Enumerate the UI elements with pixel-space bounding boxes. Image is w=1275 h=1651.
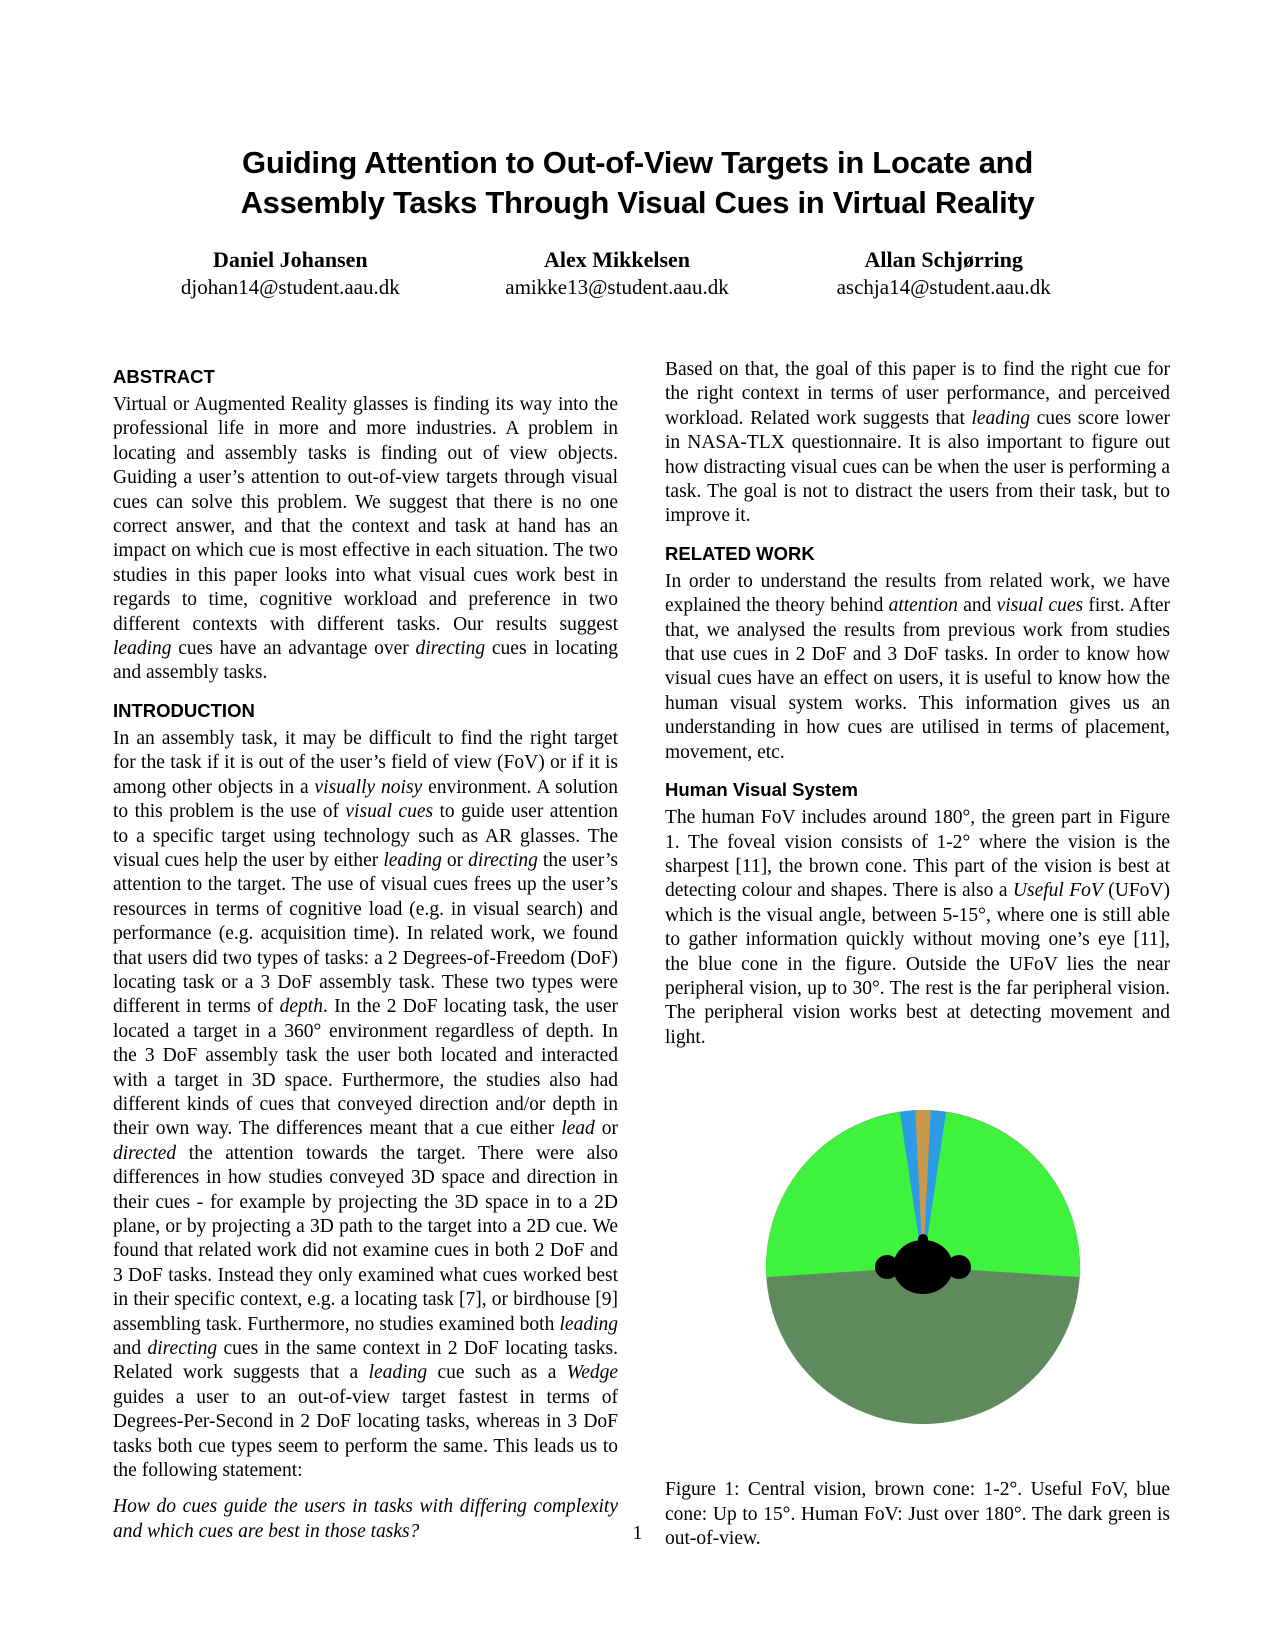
author-1 [127, 247, 454, 301]
title-line-2: Assembly Tasks Through Visual Cues in Virtual Reality [240, 185, 1035, 220]
right-column [665, 358, 1170, 1551]
related-work-paragraph: In order to understand the results from related work, we have explained the theory behind attention and visual cues first. After that, we analysed the results from previous work from studies that use cues in 2 DoF and 3 DoF tasks. In order to know how visual cues have an effect on users, it is useful to know how the human visual system works. This information gives us an understanding in how cues are utilised in terms of placement, movement, etc. [665, 570, 1171, 763]
author-3-name: Allan Schjørring [864, 247, 1023, 272]
author-1-email: djohan14@student.aau.dk [180, 275, 400, 299]
author-block [127, 247, 1107, 301]
paper-title [0, 143, 1275, 223]
human-visual-system-paragraph: The human FoV includes around 180°, the green part in Figure 1. The foveal vision consists of 1-2° where the vision is the sharpest [11], the brown cone. This part of the vision is best at detecting colour and shapes. There is also a Useful FoV (UFoV) which is the visual angle, between 5-15°, where one is still able to gather information quickly without moving one’s eye [11], the blue cone in the figure. Outside the UFoV lies the near peripheral vision, up to 30°. The rest is the far peripheral vision. The peripheral vision works best at detecting movement and light. [665, 807, 1171, 1048]
author-3 [780, 247, 1107, 301]
section-heading-introduction: INTRODUCTION [113, 699, 255, 721]
section-heading-abstract: ABSTRACT [113, 366, 215, 387]
fov-diagram [666, 1104, 1170, 1434]
figure-1-caption: Figure 1: Central vision, brown cone: 1-2°. Useful FoV, blue cone: Up to 15°. Human FoV: Just over 180°. The dark green is out-of-view. [665, 1479, 1170, 1549]
author-1-name: Daniel Johansen [213, 247, 368, 272]
abstract-paragraph: Virtual or Augmented Reality glasses is finding its way into the professional life in more and more industries. A problem in locating and assembly tasks is finding out of view objects. Guiding a user’s attention to out-of-view targets through visual cues can solve this problem. We suggest that there is no one correct answer, and that the context and task at hand has an impact on which cue is most effective in each situation. The two studies in this paper looks into what visual cues work best in regards to time, cognitive workload and preference in two different contexts with different tasks. Our results suggest leading cues have an advantage over directing cues in locating and assembly tasks. [113, 394, 618, 684]
author-3-email: aschja14@student.aau.dk [836, 275, 1051, 299]
head-skull [893, 1240, 953, 1294]
research-question: How do cues guide the users in tasks with differing complexity and which cues are best in those tasks? [113, 1496, 618, 1542]
author-2-email: amikke13@student.aau.dk [505, 275, 729, 299]
title-line-1: Guiding Attention to Out-of-View Targets in Locate and [242, 145, 1033, 180]
author-2-name: Alex Mikkelsen [543, 247, 691, 272]
section-heading-related-work: RELATED WORK [665, 542, 815, 564]
subsection-heading-human-visual-system: Human Visual System [665, 779, 858, 801]
figure-1 [665, 1104, 1170, 1551]
page-number: 1 [632, 1522, 643, 1544]
introduction-paragraph: In an assembly task, it may be difficult to find the right target for the task if it is out of the user’s field of view (FoV) or if it is among other objects in a visually noisy environment. A solution to this problem is the use of visual cues to guide user attention to a specific target using technology such as AR glasses. The visual cues help the user by either leading or directing the user’s attention to the target. The use of visual cues frees up the user’s resources in terms of cognitive load (e.g. in visual search) and performance (e.g. acquisition time). In related work, we found that users did two types of tasks: a 2 Degrees-of-Freedom (DoF) locating task or a 3 DoF assembly task. These two types were different in terms of depth. In the 2 DoF locating task, the user located a target in a 360° environment regardless of depth. In the 3 DoF assembly task the user both located and interacted with a target in 3D space. Furthermore, the studies also had different kinds of cues that conveyed direction and/or depth in their own way. The differences meant that a cue either lead or directed the attention towards the target. There were also differences in how studies conveyed 3D space and direction in their cues - for example by projecting the 3D space in to a 2D plane, or by projecting a 3D path to the target into a 2D cue. We found that related work did not examine cues in both 2 DoF and 3 DoF tasks. Instead they only examined what cues worked best in their specific context, e.g. a locating task [7], or birdhouse [9] assembling task. Furthermore, no studies examined both leading and directing cues in the same context in 2 DoF locating tasks. Related work suggests that a leading cue such as a Wedge guides a user to an out-of-view target fastest in terms of Degrees-Per-Second in 2 DoF locating tasks, whereas in 3 DoF tasks both cue types seem to perform the same. This leads us to the following statement: [113, 727, 618, 1482]
goal-paragraph: Based on that, the goal of this paper is to find the right cue for the right context in terms of user performance, and perceived workload. Related work suggests that leading cues score lower in NASA-TLX questionnaire. It is also important to figure out how distracting visual cues can be when the user is performing a task. The goal is not to distract the users from their task, but to improve it. [665, 359, 1170, 527]
left-column [113, 366, 618, 1544]
author-2 [454, 247, 781, 301]
